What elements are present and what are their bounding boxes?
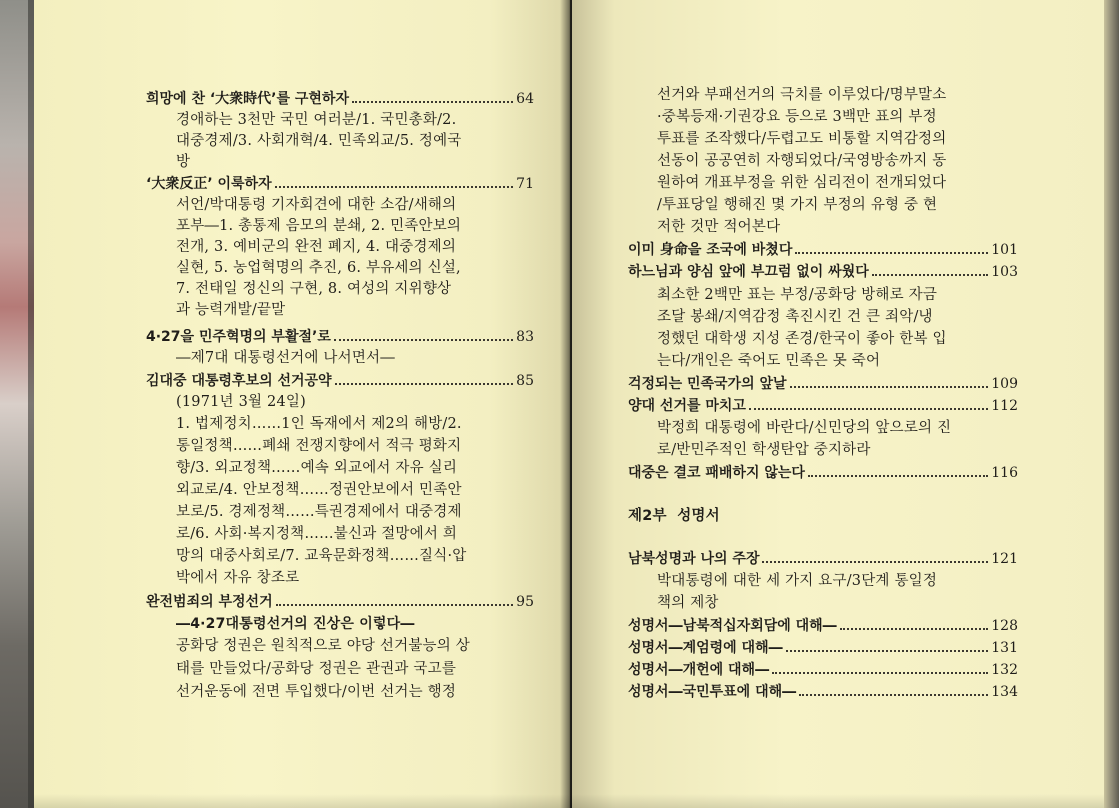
toc-entry-title: 남북성명과 나의 주장 [628, 551, 760, 567]
toc-desc-line: 박정희 대통령에 바란다/신민당의 앞으로의 진 [657, 420, 952, 436]
toc-leader-dots [275, 185, 514, 188]
toc-entry [146, 371, 534, 391]
toc-entry-page: 128 [991, 618, 1018, 634]
toc-desc-line: 보로/5. 경제정책……특권경제에서 대중경제 [176, 504, 462, 520]
toc-entry [628, 374, 1018, 394]
toc-desc-line: 정했던 대학생 지성 존경/한국이 좋아 한복 입 [657, 331, 947, 347]
right-page [572, 0, 1104, 808]
toc-leader-dots [772, 671, 988, 674]
toc-entry-title: 하느님과 양심 앞에 부끄럼 없이 싸웠다 [628, 264, 869, 280]
toc-desc-line: 투표를 조작했다/두렵고도 비통할 지역감정의 [657, 131, 947, 147]
toc-entry-title: 이미 身命을 조국에 바쳤다 [628, 242, 793, 258]
toc-desc-line: 망의 대중사회로/7. 교육문화정책……질식·압 [176, 548, 467, 564]
toc-entry-page: 101 [991, 242, 1018, 258]
toc-entry [146, 592, 534, 612]
toc-entry-title: 성명서―국민투표에 대해― [628, 684, 797, 700]
toc-leader-dots [872, 273, 989, 276]
toc-leader-dots [276, 603, 514, 606]
toc-entry [146, 174, 534, 194]
toc-entry [146, 327, 534, 347]
toc-entry-page: 109 [991, 376, 1018, 392]
toc-desc-line: 1. 법제정치……1인 독재에서 제2의 해방/2. [176, 416, 462, 432]
toc-desc-line: 선동이 공공연히 자행되었다/국영방송까지 동 [657, 153, 947, 169]
toc-entry-title: 희망에 찬 ‘大衆時代’를 구현하자 [146, 91, 349, 107]
toc-entry [628, 396, 1018, 416]
toc-leader-dots [335, 382, 514, 385]
toc-desc-line: /투표당일 행해진 몇 가지 부정의 유형 중 현 [657, 197, 938, 213]
toc-entry [628, 549, 1018, 569]
toc-entry-title: 완전범죄의 부정선거 [146, 594, 273, 610]
toc-desc-line: 외교로/4. 안보정책……정권안보에서 민족안 [176, 482, 462, 498]
toc-entry [146, 89, 534, 109]
toc-entry [628, 262, 1018, 282]
toc-desc-line: 실현, 5. 농업혁명의 추진, 6. 부유세의 신설, [176, 260, 461, 276]
toc-entry-page: 71 [516, 176, 534, 192]
toc-desc-line: 로/반민주적인 학생탄압 중지하라 [657, 442, 871, 458]
toc-entry-title: 양대 선거를 마치고 [628, 398, 746, 414]
toc-desc-line: 대중경제/3. 사회개혁/4. 민족외교/5. 정예국 [176, 133, 462, 149]
toc-leader-dots [799, 693, 988, 696]
toc-leader-dots [840, 627, 989, 630]
toc-entry-page: 64 [516, 91, 534, 107]
toc-desc-line: 방 [176, 154, 191, 170]
toc-desc-line: 전개, 3. 예비군의 완전 폐지, 4. 대중경제의 [176, 239, 457, 255]
toc-entry [628, 240, 1018, 260]
toc-entry [628, 463, 1018, 483]
section-heading: 제2부 성명서 [628, 508, 720, 524]
toc-desc-line: 박대통령에 대한 세 가지 요구/3단계 통일정 [657, 573, 938, 589]
toc-desc-line: 서언/박대통령 기자회견에 대한 소감/새해의 [176, 197, 457, 213]
toc-desc-line: 최소한 2백만 표는 부정/공화당 방해로 자금 [657, 287, 938, 303]
toc-desc-line: 저한 것만 적어본다 [657, 219, 781, 235]
toc-desc-line: 과 능력개발/끝말 [176, 302, 286, 318]
toc-desc-line: 태를 만들었다/공화당 정권은 관권과 국고를 [176, 661, 457, 677]
toc-desc-line: 7. 전태일 정신의 구현, 8. 여성의 지위향상 [176, 281, 452, 297]
toc-desc-line: 포부―1. 총통제 음모의 분쇄, 2. 민족안보의 [176, 218, 462, 234]
toc-entry-page: 131 [991, 640, 1018, 656]
toc-desc-line: ·중복등재·기권강요 등으로 3백만 표의 부정 [657, 109, 937, 125]
toc-desc-line: (1971년 3월 24일) [176, 394, 306, 410]
toc-entry-page: 83 [516, 329, 534, 345]
toc-desc-line: 선거운동에 전면 투입했다/이번 선거는 행정 [176, 684, 457, 700]
toc-entry-page: 121 [991, 551, 1018, 567]
toc-entry-title: 4·27을 민주혁명의 부활절’로 [146, 329, 331, 345]
toc-desc-line: 는다/개인은 죽어도 민족은 못 죽어 [657, 353, 881, 369]
toc-desc-line: 원하여 개표부정을 위한 심리전이 전개되었다 [657, 175, 947, 191]
toc-leader-dots [795, 251, 988, 254]
book-edge-right [1104, 0, 1119, 808]
toc-entry-title: 성명서―계엄령에 대해― [628, 640, 783, 656]
toc-leader-dots [786, 649, 989, 652]
toc-entry-page: 85 [516, 373, 534, 389]
toc-desc-line: 책의 제창 [657, 595, 719, 611]
toc-entry [628, 638, 1018, 658]
toc-leader-dots [762, 560, 988, 563]
toc-leader-dots [749, 407, 988, 410]
toc-entry-page: 95 [516, 594, 534, 610]
toc-subtitle: ―4·27대통령선거의 진상은 이렇다― [176, 616, 415, 632]
toc-desc-line: 통일정책……폐쇄 전쟁지향에서 적극 평화지 [176, 438, 462, 454]
toc-desc-line: 향/3. 외교정책……예속 외교에서 자유 실리 [176, 460, 458, 476]
toc-entry-page: 116 [991, 465, 1018, 481]
toc-desc-line: 공화당 정권은 원칙적으로 야당 선거불능의 상 [176, 638, 470, 654]
toc-desc-line: 선거와 부패선거의 극치를 이루었다/명부말소 [657, 87, 947, 103]
toc-entry-page: 103 [991, 264, 1018, 280]
toc-desc-line: 경애하는 3천만 국민 여러분/1. 국민총화/2. [176, 112, 457, 128]
toc-entry [628, 616, 1018, 636]
toc-leader-dots [808, 474, 988, 477]
toc-desc-line: 조달 봉쇄/지역감정 촉진시킨 건 큰 죄악/냉 [657, 309, 933, 325]
toc-leader-dots [334, 338, 513, 341]
left-page [34, 0, 570, 808]
toc-entry [628, 682, 1018, 702]
toc-entry [628, 660, 1018, 680]
toc-leader-dots [790, 385, 989, 388]
toc-desc-line: 로/6. 사회·복지정책……불신과 절망에서 희 [176, 526, 458, 542]
toc-desc-line: 박에서 자유 창조로 [176, 570, 300, 586]
toc-entry-title: 김대중 대통령후보의 선거공약 [146, 373, 332, 389]
toc-entry-title: ‘大衆反正’ 이룩하자 [146, 176, 272, 192]
toc-subtitle: ―제7대 대통령선거에 나서면서― [176, 350, 395, 366]
toc-entry-title: 대중은 결코 패배하지 않는다 [628, 465, 805, 481]
toc-leader-dots [352, 100, 513, 103]
toc-entry-page: 132 [991, 662, 1018, 678]
toc-entry-title: 성명서―개헌에 대해― [628, 662, 770, 678]
page-bottom-shadow [34, 794, 1104, 808]
toc-entry-title: 성명서―남북적십자회담에 대해― [628, 618, 837, 634]
toc-entry-title: 걱정되는 민족국가의 앞날 [628, 376, 787, 392]
toc-entry-page: 134 [991, 684, 1018, 700]
toc-entry-page: 112 [991, 398, 1018, 414]
